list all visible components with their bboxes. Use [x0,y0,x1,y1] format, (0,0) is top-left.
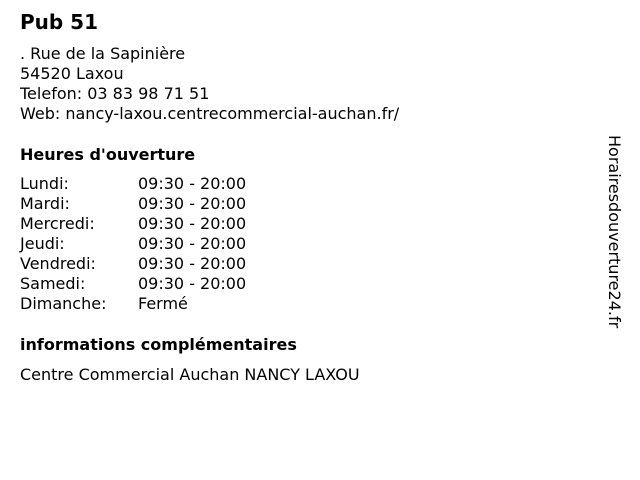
business-name: Pub 51 [20,10,99,34]
hours-row [20,294,246,314]
hours-row [20,254,246,274]
hours-heading: Heures d'ouverture [20,145,196,164]
hours-day: Vendredi: [20,254,96,273]
info-text: Centre Commercial Auchan NANCY LAXOU [20,365,360,384]
hours-row [20,234,246,254]
hours-time: 09:30 - 20:00 [138,194,247,213]
hours-day: Jeudi: [20,234,65,253]
hours-time: 09:30 - 20:00 [138,214,247,233]
address-street: . Rue de la Sapinière [20,44,186,63]
hours-day: Mardi: [20,194,70,213]
hours-time: 09:30 - 20:00 [138,174,247,193]
phone-number: Telefon: 03 83 98 71 51 [20,84,210,103]
hours-table [20,174,246,314]
hours-day: Dimanche: [20,294,107,313]
hours-time: 09:30 - 20:00 [138,274,247,293]
hours-row [20,194,246,214]
site-watermark: Horairesdouverture24.fr [605,135,624,329]
address-block [20,44,399,124]
info-heading: informations complémentaires [20,335,297,354]
website-link[interactable]: Web: nancy-laxou.centrecommercial-auchan.fr/ [20,104,400,123]
hours-day: Samedi: [20,274,86,293]
hours-time: 09:30 - 20:00 [138,254,247,273]
hours-row [20,214,246,234]
hours-row [20,174,246,194]
hours-row [20,274,246,294]
hours-time: Fermé [138,294,188,313]
hours-time: 09:30 - 20:00 [138,234,247,253]
hours-day: Lundi: [20,174,69,193]
address-city: 54520 Laxou [20,64,124,83]
hours-day: Mercredi: [20,214,95,233]
